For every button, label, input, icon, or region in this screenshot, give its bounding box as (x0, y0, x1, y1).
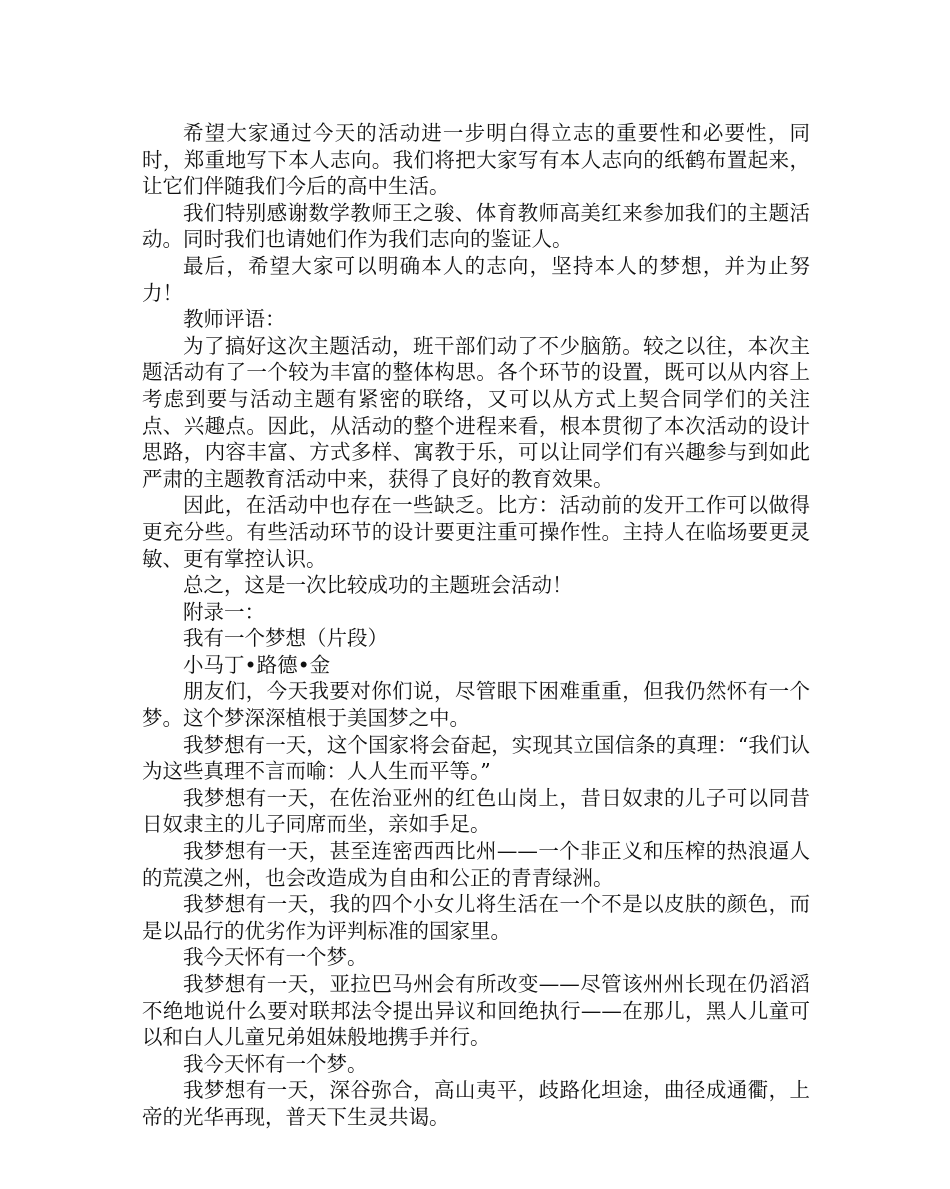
section-heading: 教师评语： (183, 307, 286, 332)
paragraph: 朋友们，今天我要对你们说，尽管眼下困难重重，但我仍然怀有一个梦。这个梦深深植根于美国梦之中。 (142, 679, 810, 731)
paragraph: 我梦想有一天，我的四个小女儿将生活在一个不是以皮肤的颜色，而是以品行的优劣作为评判标准的国家里。 (142, 892, 810, 943)
paragraph: 我梦想有一天，在佐治亚州的红色山岗上，昔日奴隶的儿子可以同昔日奴隶主的儿子同席而坐，亲如手足。 (142, 785, 810, 837)
paragraph: 最后，希望大家可以明确本人的志向，坚持本人的梦想，并为止努力！ (142, 253, 810, 305)
document-page (142, 120, 810, 1131)
paragraph: 我梦想有一天，亚拉巴马州会有所改变——尽管该州州长现在仍滔滔不绝地说什么要对联邦法令提出异议和回绝执行——在那儿，黑人儿童可以和白人儿童兄弟姐妹般地携手并行。 (142, 972, 810, 1050)
paragraph: 我梦想有一天，深谷弥合，高山夷平，歧路化坦途，曲径成通衢，上帝的光华再现，普天下生灵共谒。 (142, 1078, 810, 1129)
paragraph: 我今天怀有一个梦。 (183, 945, 368, 970)
paragraph: 总之，这是一次比较成功的主题班会活动！ (183, 573, 573, 598)
excerpt-title: 我有一个梦想（片段） (183, 626, 388, 651)
excerpt-author: 小马丁•路德•金 (183, 652, 331, 677)
paragraph: 希望大家通过今天的活动进一步明白得立志的重要性和必要性，同时，郑重地写下本人志向。我们将把大家写有本人志向的纸鹤布置起来，让它们伴随我们今后的高中生活。 (142, 121, 810, 199)
paragraph: 为了搞好这次主题活动，班干部们动了不少脑筋。较之以往，本次主题活动有了一个较为丰富的整体构思。各个环节的设置，既可以从内容上考虑到要与活动主题有紧密的联络，又可以从方式上契合同学们的关注点、兴趣点。因此，从活动的整个进程来看，根本贯彻了本次活动的设计思路，内容丰富、方式多样、寓教于乐，可以让同学们有兴趣参与到如此严肃的主题教育活动中来，获得了良好的教育效果。 (142, 333, 810, 491)
paragraph: 我梦想有一天，甚至连密西西比州——一个非正义和压榨的热浪逼人的荒漠之州，也会改造成为自由和公正的青青绿洲。 (142, 839, 810, 890)
paragraph: 因此，在活动中也存在一些缺乏。比方：活动前的发开工作可以做得更充分些。有些活动环节的设计要更注重可操作性。主持人在临场要更灵敏、更有掌控认识。 (142, 493, 810, 571)
appendix-heading: 附录一： (183, 599, 265, 624)
paragraph: 我梦想有一天，这个国家将会奋起，实现其立国信条的真理：“我们认为这些真理不言而喻：人人生而平等。” (142, 732, 810, 784)
paragraph: 我今天怀有一个梦。 (183, 1051, 368, 1076)
paragraph: 我们特别感谢数学教师王之骏、体育教师高美红来参加我们的主题活动。同时我们也请她们作为我们志向的鉴证人。 (142, 200, 810, 252)
